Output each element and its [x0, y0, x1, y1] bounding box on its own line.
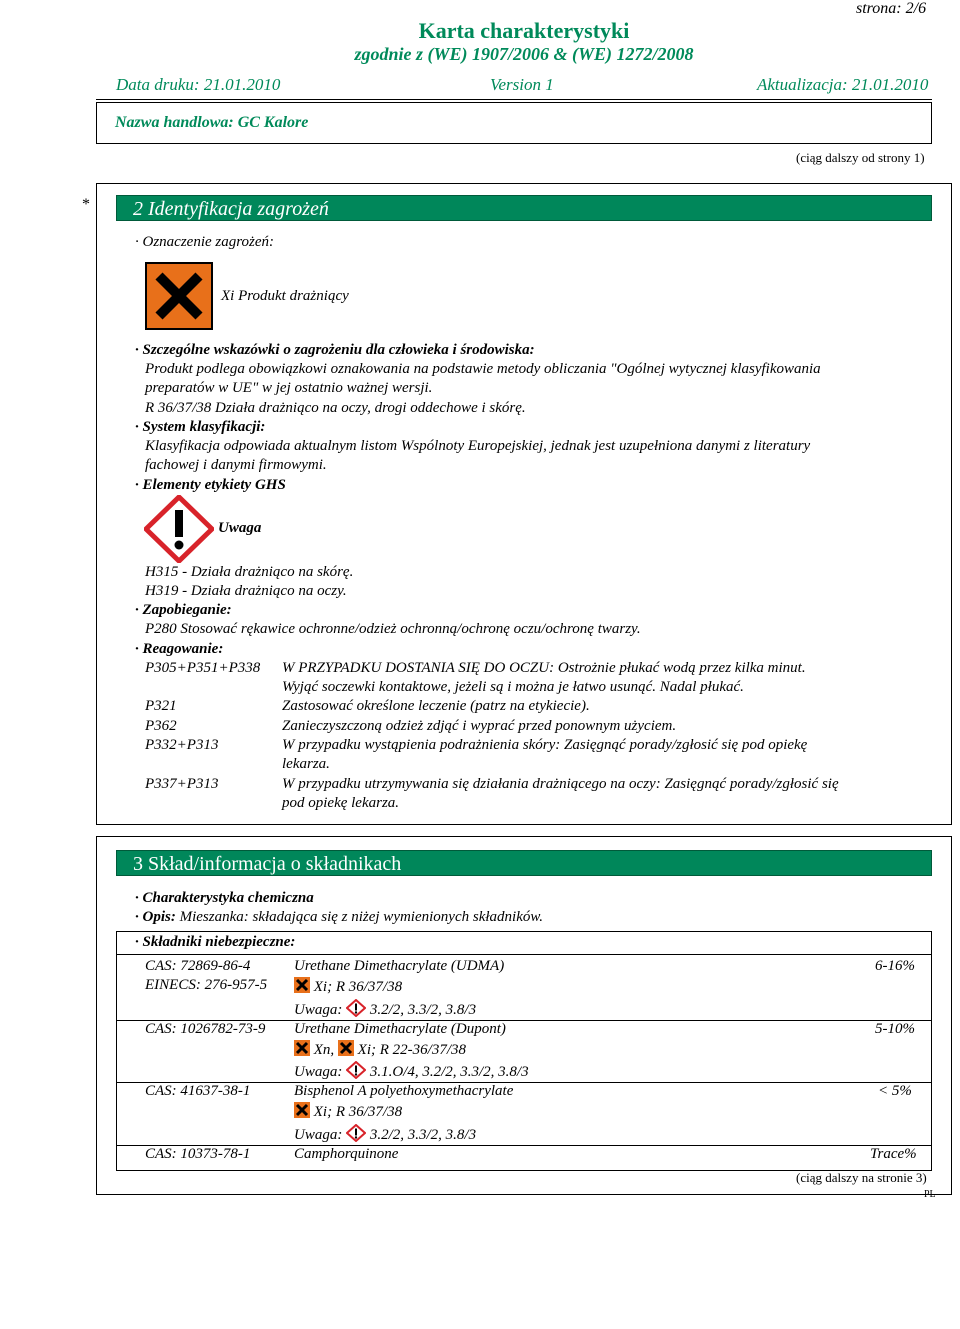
system-line-1: Klasyfikacja odpowiada aktualnym listom Wspólnoty Europejskiej, jednak jest uzupełniona danymi z literatury	[145, 438, 811, 454]
page-number: strona: 2/6	[856, 0, 927, 17]
document-title: Karta charakterystyki	[418, 18, 630, 43]
response-text: Wyjąć soczewki kontaktowe, jeżeli są i można je łatwo usunąć. Nadal płukać.	[282, 679, 744, 695]
xn-small-icon	[294, 1040, 310, 1056]
ingredient-cas: CAS: 72869-86-4	[145, 958, 251, 974]
section3-title: 3 Skład/informacja o składnikach	[116, 850, 932, 876]
response-text: W przypadku utrzymywania się działania drażniącego na oczy: Zasięgnąć porady/zgłosić się	[282, 776, 839, 792]
ingredient-percent: Trace%	[870, 1146, 917, 1162]
response-text: lekarza.	[282, 756, 330, 772]
response-text: W przypadku wystąpienia podrażnienia skóry: Zasięgnąć porady/zgłosić się pod opiekę	[282, 737, 808, 753]
ingredient-ghs-codes: 3.1.O/4, 3.2/2, 3.3/2, 3.8/3	[369, 1064, 529, 1080]
print-date: Data druku: 21.01.2010	[116, 75, 281, 94]
ingredient-class: Xi; R 22-36/37/38	[357, 1042, 466, 1058]
response-code: P362	[145, 718, 177, 734]
warning-small-icon	[346, 1061, 366, 1079]
prevention-heading: · Zapobieganie:	[135, 602, 232, 618]
ingredient-class: Xi; R 36/37/38	[313, 1104, 403, 1120]
special-line-1: Produkt podlega obowiązkowi oznakowania na podstawie metody obliczania "Ogólnej wytycznej klasyfikowania	[145, 361, 821, 377]
xi-text: Xi Produkt drażniący	[221, 288, 349, 304]
ingredient-einecs: EINECS: 276-957-5	[145, 977, 268, 993]
ingredient-name: Camphorquinone	[294, 1146, 399, 1162]
warning-small-icon	[346, 999, 366, 1017]
signal-word: Uwaga	[218, 520, 262, 536]
ingredient-ghs-codes: 3.2/2, 3.3/2, 3.8/3	[369, 1002, 477, 1018]
ingredient-percent: < 5%	[878, 1083, 912, 1099]
hazard-label: · Oznaczenie zagrożeń:	[135, 234, 275, 250]
section2-frame	[96, 183, 952, 825]
desc-text: Mieszanka: składająca się z niżej wymienionych składników.	[179, 909, 543, 925]
change-marker: *	[82, 196, 90, 213]
ingredient-ghs-codes: 3.2/2, 3.3/2, 3.8/3	[369, 1127, 477, 1143]
trade-name: Nazwa handlowa: GC Kalore	[115, 114, 309, 131]
response-heading: · Reagowanie:	[135, 641, 224, 657]
update-date: Aktualizacja: 21.01.2010	[757, 75, 929, 94]
response-text: Zanieczyszczoną odzież zdjąć i wyprać przed ponownym użyciem.	[282, 718, 677, 734]
system-line-2: fachowej i danymi firmowymi.	[145, 457, 327, 473]
p280-statement: P280 Stosować rękawice ochronne/odzież ochronną/ochronę oczu/ochronę twarzy.	[145, 621, 641, 637]
warning-small-icon	[346, 1124, 366, 1142]
chem-heading: · Charakterystyka chemiczna	[135, 890, 314, 906]
ingredient-signal: Uwaga:	[294, 1127, 343, 1143]
ingredient-percent: 6-16%	[875, 958, 915, 974]
ingredient-signal: Uwaga:	[294, 1002, 343, 1018]
ingredient-class: Xi; R 36/37/38	[313, 979, 403, 995]
h319-statement: H319 - Działa drażniąco na oczy.	[145, 583, 347, 599]
response-text: Zastosować określone leczenie (patrz na etykiecie).	[282, 698, 590, 714]
version: Version 1	[490, 75, 554, 94]
response-text: W PRZYPADKU DOSTANIA SIĘ DO OCZU: Ostrożnie płukać wodą przez kilka minut.	[282, 660, 806, 676]
response-code: P337+P313	[145, 776, 219, 792]
xi-small-icon	[294, 1102, 310, 1118]
ingredient-name: Bisphenol A polyethoxymethacrylate	[294, 1083, 514, 1099]
ingredient-class: Xn,	[313, 1042, 335, 1058]
ingredient-signal: Uwaga:	[294, 1064, 343, 1080]
ingredient-cas: CAS: 41637-38-1	[145, 1083, 251, 1099]
response-code: P321	[145, 698, 177, 714]
xi-small-icon	[338, 1040, 354, 1056]
special-line-2: preparatów w UE" w jej ostatnio ważnej wersji.	[145, 380, 433, 396]
desc-label: · Opis:	[135, 909, 176, 925]
response-code: P332+P313	[145, 737, 219, 753]
ingredient-name: Urethane Dimethacrylate (UDMA)	[294, 958, 505, 974]
ingredient-cas: CAS: 1026782-73-9	[145, 1021, 266, 1037]
xi-small-icon	[294, 977, 310, 993]
section2-title: 2 Identyfikacja zagrożeń	[116, 195, 932, 221]
system-heading: · System klasyfikacji:	[135, 419, 266, 435]
ghs-heading: · Elementy etykiety GHS	[135, 477, 286, 493]
header-divider	[96, 99, 932, 100]
continued-from: (ciąg dalszy od strony 1)	[796, 150, 925, 165]
ingredient-name: Urethane Dimethacrylate (Dupont)	[294, 1021, 506, 1037]
response-code: P305+P351+P338	[145, 660, 261, 676]
document-subtitle: zgodnie z (WE) 1907/2006 & (WE) 1272/2008	[354, 44, 694, 64]
continued-to: (ciąg dalszy na stronie 3)	[796, 1170, 927, 1185]
special-line-3: R 36/37/38 Działa drażniąco na oczy, drogi oddechowe i skórę.	[145, 400, 526, 416]
ingredient-percent: 5-10%	[875, 1021, 915, 1037]
trade-name-box	[96, 102, 932, 144]
language-code: PL	[924, 1189, 936, 1200]
ingredient-cas: CAS: 10373-78-1	[145, 1146, 251, 1162]
table-divider	[116, 954, 932, 955]
h315-statement: H315 - Działa drażniąco na skórę.	[145, 564, 354, 580]
response-text: pod opiekę lekarza.	[282, 795, 400, 811]
dangerous-heading: · Składniki niebezpieczne:	[135, 934, 296, 950]
special-heading: · Szczególne wskazówki o zagrożeniu dla człowieka i środowiska:	[135, 342, 535, 358]
